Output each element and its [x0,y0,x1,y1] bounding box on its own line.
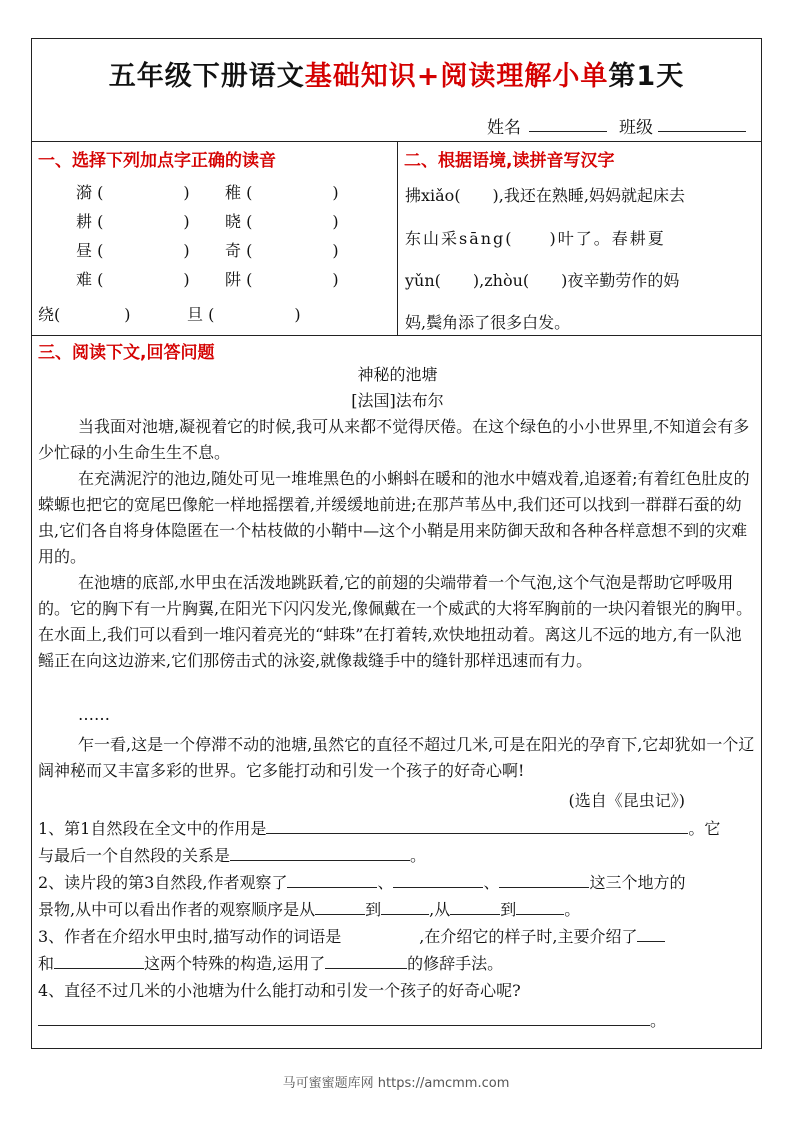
story-source: (选自《昆虫记》) [568,791,685,810]
pronunciation-item: 旦 ( ) [187,305,301,324]
section3-heading: 三、阅读下文,回答问题 [38,343,215,363]
story-title: 神秘的池塘 [357,365,438,384]
question-1: 1、第1自然段在全文中的作用是 。它 [38,819,721,838]
answer-blank[interactable] [287,873,377,888]
story-paragraph: 当我面对池塘,凝视着它的时候,我可从来都不觉得厌倦。在这个绿色的小小世界里,不知道会有多少忙碌的小生命生生不息。 [38,417,750,462]
pinyin-section [398,142,761,335]
title-day: 第1天 [608,60,685,92]
section2-heading: 二、根据语境,读拼音写汉字 [404,151,615,171]
question-2: 2、读片段的第3自然段,作者观察了 、 、 这三个地方的 [38,873,686,892]
story-author: [法国]法布尔 [351,391,444,410]
name-label: 姓名 [487,118,521,138]
story-ellipsis: …… [78,705,110,724]
pinyin-line: 东山采sāng( )叶了。春耕夏 [405,229,666,248]
name-class-bar [32,107,761,142]
pinyin-line: 拂xiǎo( ),我还在熟睡,妈妈就起床去 [405,186,685,205]
pinyin-line: 妈,鬓角添了很多白发。 [405,313,571,332]
pronunciation-section [32,142,398,335]
answer-blank[interactable] [230,846,410,861]
worksheet-title [32,39,761,107]
pronunciation-item: 漪 ( ) [76,183,190,202]
answer-blank[interactable] [315,900,365,915]
question-4: 4、直径不过几米的小池塘为什么能打动和引发一个孩子的好奇心呢? [38,981,521,1000]
question-3: 3、作者在介绍水甲虫时,描写动作的词语是 ,在介绍它的样子时,主要介绍了 [38,924,665,947]
pronunciation-item: 晓 ( ) [225,212,339,231]
question-1-cont: 与最后一个自然段的关系是 。 [38,846,427,865]
class-field[interactable] [658,131,746,132]
answer-blank[interactable] [54,954,144,969]
pronunciation-item: 奇 ( ) [225,241,339,260]
answer-blank[interactable] [637,927,665,942]
story-paragraph: 在池塘的底部,水甲虫在活泼地跳跃着,它的前翅的尖端带着一个气泡,这个气泡是帮助它呼吸用的。它的胸下有一片胸翼,在阳光下闪闪发光,像佩戴在一个威武的大将军胸前的一块闪着银光的胸甲。在水面上,我们可以看到一堆闪着亮光的“蚌珠”在打着转,欢快地扭动着。离这儿不远的地方,有一队池鳐正在向这边游来,它们那傍击式的泳姿,就像裁缝手中的缝针那样迅速而有力。 [38,573,753,670]
answer-blank[interactable] [516,900,564,915]
answer-blank[interactable] [499,873,589,888]
pronunciation-item: 耕 ( ) [76,212,190,231]
pronunciation-item: 绕( ) [38,305,131,324]
answer-blank[interactable] [266,819,688,834]
class-label: 班级 [619,118,653,138]
title-grade: 五年级下册语文 [108,60,305,92]
pronunciation-item: 稚 ( ) [225,183,339,202]
name-field[interactable] [529,131,607,132]
worksheet [31,38,762,1049]
story-paragraph: 乍一看,这是一个停滞不动的池塘,虽然它的直径不超过几米,可是在阳光的孕育下,它却犹如一个辽阔神秘而又丰富多彩的世界。它多能打动和引发一个孩子的好奇心啊! [38,735,755,780]
story-paragraph: 在充满泥泞的池边,随处可见一堆堆黑色的小蝌蚪在暖和的池水中嬉戏着,追逐着;有着红色肚皮的蝾螈也把它的宽尾巴像舵一样地摇摆着,并缓缓地前进;在那芦苇丛中,我们还可以找到一群群石蚕的幼虫,它们各自将身体隐匿在一个枯枝做的小鞘中—这个小鞘是用来防御天敌和各种各样意想不到的灾难用的。 [38,469,750,566]
answer-blank[interactable] [393,873,483,888]
pronunciation-item: 阱 ( ) [225,270,339,289]
pinyin-line: yǔn( ),zhòu( )夜辛勤劳作的妈 [405,271,680,290]
footer-watermark: 马可蜜蜜题库网 https://amcmm.com [282,1076,510,1091]
pronunciation-item: 昼 ( ) [76,241,190,260]
section1-heading: 一、选择下列加点字正确的读音 [38,151,276,171]
answer-blank[interactable] [450,900,500,915]
answer-blank[interactable] [325,954,407,969]
pronunciation-item: 难 ( ) [76,270,190,289]
answer-blank[interactable] [381,900,429,915]
question-4-answer: 。 [38,1008,666,1031]
title-topic: 基础知识+阅读理解小单 [304,60,609,92]
question-2-cont: 景物,从中可以看出作者的观察顺序是从 到 ,从 到 。 [38,900,581,919]
answer-line[interactable] [38,1011,650,1026]
question-3-cont: 和 这两个特殊的构造,运用了 的修辞手法。 [38,954,504,973]
